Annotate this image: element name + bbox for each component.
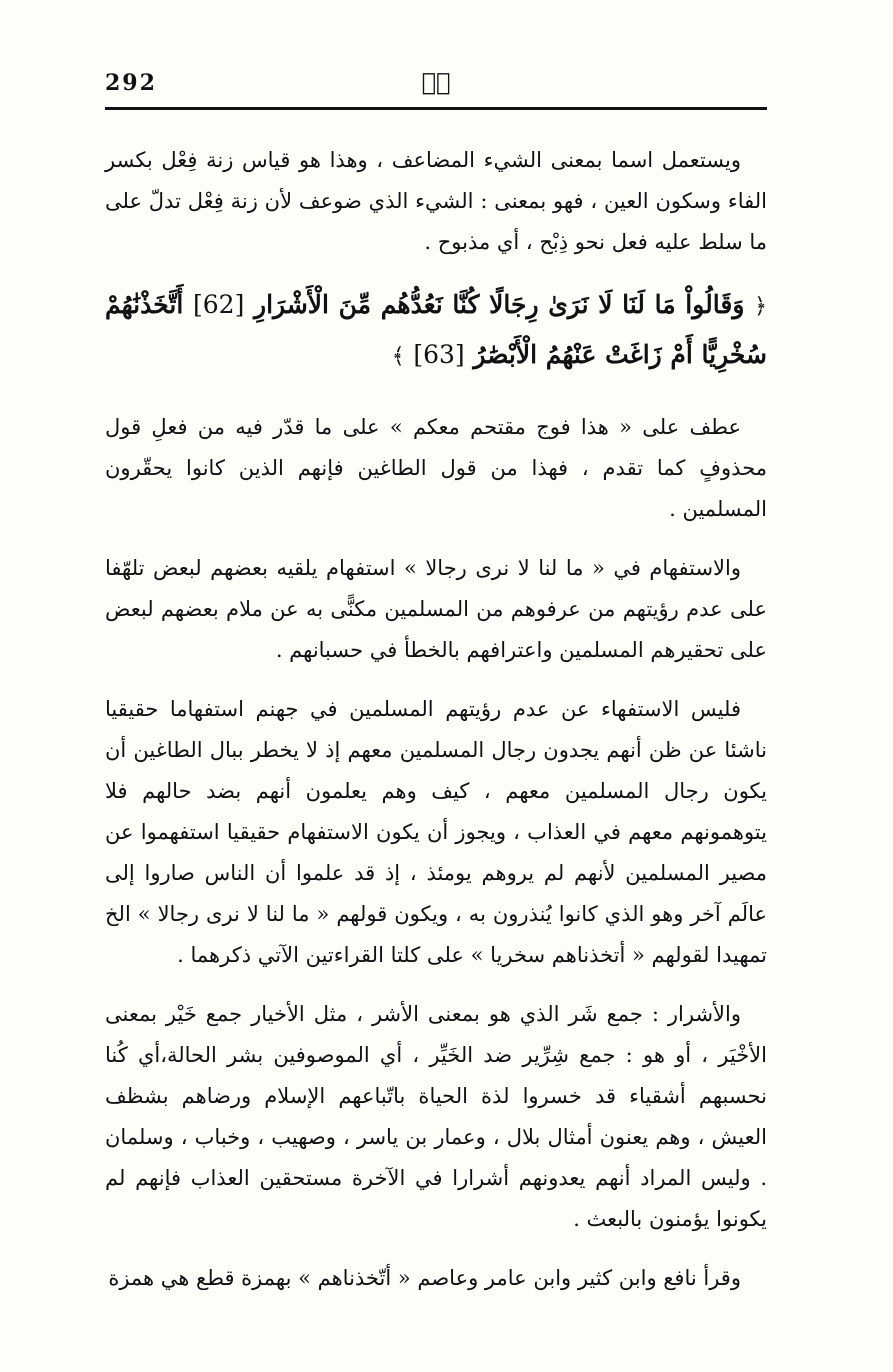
verse-number-63: [63] bbox=[413, 340, 465, 369]
verse-number-62: [62] bbox=[192, 290, 245, 319]
paragraph-qiraat: وقرأ نافع وابن كثير وابن عامر وعاصم « أتّخذناهم » بهمزة قطع هي همزة bbox=[108, 1266, 741, 1290]
verse-close-bracket: ﴾ bbox=[391, 344, 405, 369]
verse-text-62: وَقَالُواْ مَا لَنَا لَا نَرَىٰ رِجَالًا كُنَّا نَعُدُّهُم مِّنَ الْأَشْرَارِ bbox=[254, 290, 745, 319]
paragraph-intro: ويستعمل اسما بمعنى الشيء المضاعف ، وهذا هو قياس زنة فِعْل بكسر الفاء وسكون العين ، فهو بمعنى : الشيء الذي ضوعف لأن زنة فِعْل تدلّ على ما سلط عليه فعل نحو ذِبْح ، أي مذبوح . bbox=[105, 148, 767, 254]
verse-open-bracket: ﴿ bbox=[754, 294, 767, 319]
paragraph-question-meaning: فليس الاستفهاء عن عدم رؤيتهم المسلمين في جهنم استفهاما حقيقيا ناشئا عن ظن أنهم يجدون رجال المسلمين معهم إذ لا يخطر ببال الطاغين أن يكون رجال المسلمين معهم ، كيف وهم يعلمون أنهم بضد حالهم فلا يتوهمونهم معهم في العذاب ، ويجوز أن يكون الاستفهام حقيقيا استفهموا عن مصير المسلمين لأنهم لم يروهم يومئذ ، إذ قد علموا أن الناس صاروا إلى عالَم آخر وهو الذي كانوا يُنذرون به ، ويكون قولهم « ما لنا لا نرى رجالا » الخ تمهيدا لقولهم « أتخذناهم سخريا » على كلتا القراءتين الآتي ذكرهما . bbox=[105, 697, 767, 967]
header-rule bbox=[105, 107, 767, 110]
quran-verse bbox=[105, 281, 767, 381]
paragraph-conjunction: عطف على « هذا فوج مقتحم معكم » على ما قدّر فيه من فعلِ قول محذوفٍ كما تقدم ، فهذا من قول الطاغين فإنهم الذين كانوا يحقّرون المسلمين . bbox=[105, 415, 767, 521]
page-body bbox=[105, 140, 767, 1317]
paragraph-interrogation: والاستفهام في « ما لنا لا نرى رجالا » استفهام يلقيه بعضهم لبعض تلهّفا على عدم رؤيتهم من عرفوهم من المسلمين مكنًّى به عن ملام بعضهم لبعض على تحقيرهم المسلمين واعترافهم بالخطأ في حسبانهم . bbox=[105, 556, 767, 662]
verse-text-63: أَتَّخَذْنَٰهُمْ سُخْرِيًّا أَمْ زَاغَتْ عَنْهُمُ الْأَبْصَٰرُ bbox=[105, 290, 767, 369]
page-header bbox=[105, 68, 767, 106]
surah-name: صۤ bbox=[421, 68, 451, 96]
page-number: 292 bbox=[105, 70, 157, 96]
paragraph-ashrar: والأشرار : جمع شَر الذي هو بمعنى الأشر ، مثل الأخيار جمع خَيْر بمعنى الأخْيَر ، أو هو : جمع شِرِّير ضد الخَيِّر ، أي الموصوفين بشر الحالة،أي كُنا نحسبهم أشقياء قد خسروا لذة الحياة باتّباعهم الإسلام ورضاهم بشظف العيش ، وهم يعنون أمثال بلال ، وعمار بن ياسر ، وصهيب ، وخباب ، وسلمان . وليس المراد أنهم يعدونهم أشرارا في الآخرة مستحقين العذاب فإنهم لم يكونوا يؤمنون بالبعث . bbox=[105, 1002, 767, 1231]
